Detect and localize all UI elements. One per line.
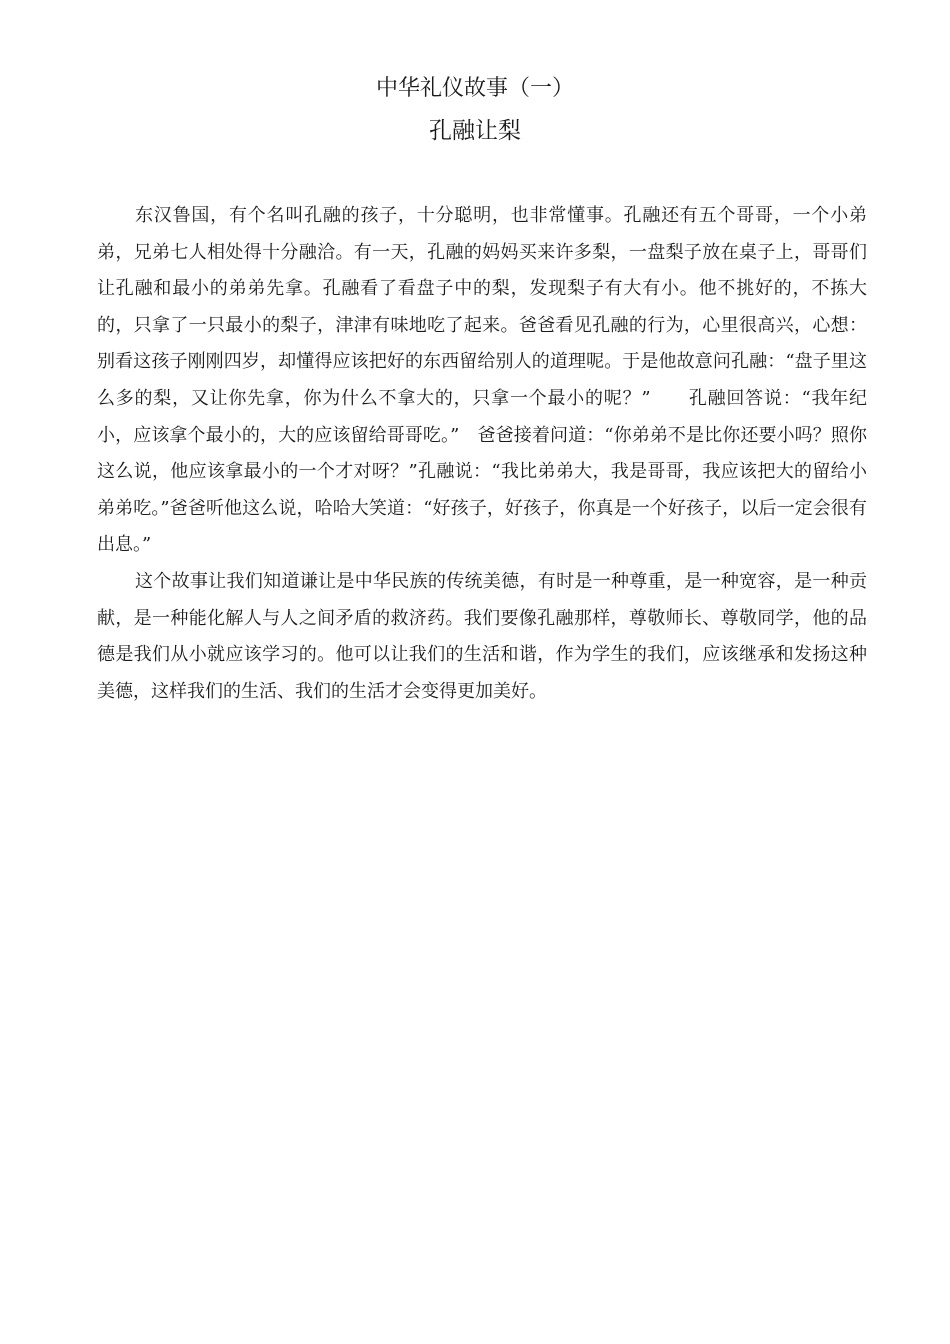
document-title: 中华礼仪故事（一） [375,76,574,101]
story-title: 孔融让梨 [429,118,521,144]
story-paragraph-1: 东汉鲁国，有个名叫孔融的孩子，十分聪明，也非常懂事。孔融还有五个哥哥，一个小弟弟，兄弟七人相处得十分融洽。有一天，孔融的妈妈买来许多梨，一盘梨子放在桌子上，哥哥们让孔融和最小的弟弟先拿。孔融看了看盘子中的梨，发现梨子有大有小。他不挑好的，不拣大的，只拿了一只最小的梨子，津津有味地吃了起来。爸爸看见孔融的行为，心里很高兴，心想：别看这孩子刚刚四岁，却懂得应该把好的东西留给别人的道理呢。于是他故意问孔融：“盘子里这么多的梨，又让你先拿，你为什么不拿大的，只拿一个最小的呢？” 孔融回答说：“我年纪小，应该拿个最小的，大的应该留给哥哥吃。” 爸爸接着问道：“你弟弟不是比你还要小吗？照你这么说，他应该拿最小的一个才对呀？”孔融说：“我比弟弟大，我是哥哥，我应该把大的留给小弟弟吃。”爸爸听他这么说，哈哈大笑道：“好孩子，好孩子，你真是一个好孩子，以后一定会很有出息。” [97,205,867,556]
story-body [97,198,867,710]
story-paragraph-2: 这个故事让我们知道谦让是中华民族的传统美德，有时是一种尊重，是一种宽容，是一种贡献，是一种能化解人与人之间矛盾的救济药。我们要像孔融那样，尊敬师长、尊敬同学，他的品德是我们从小就应该学习的。他可以让我们的生活和谐，作为学生的我们，应该继承和发扬这种美德，这样我们的生活、我们的生活才会变得更加美好。 [97,570,867,702]
